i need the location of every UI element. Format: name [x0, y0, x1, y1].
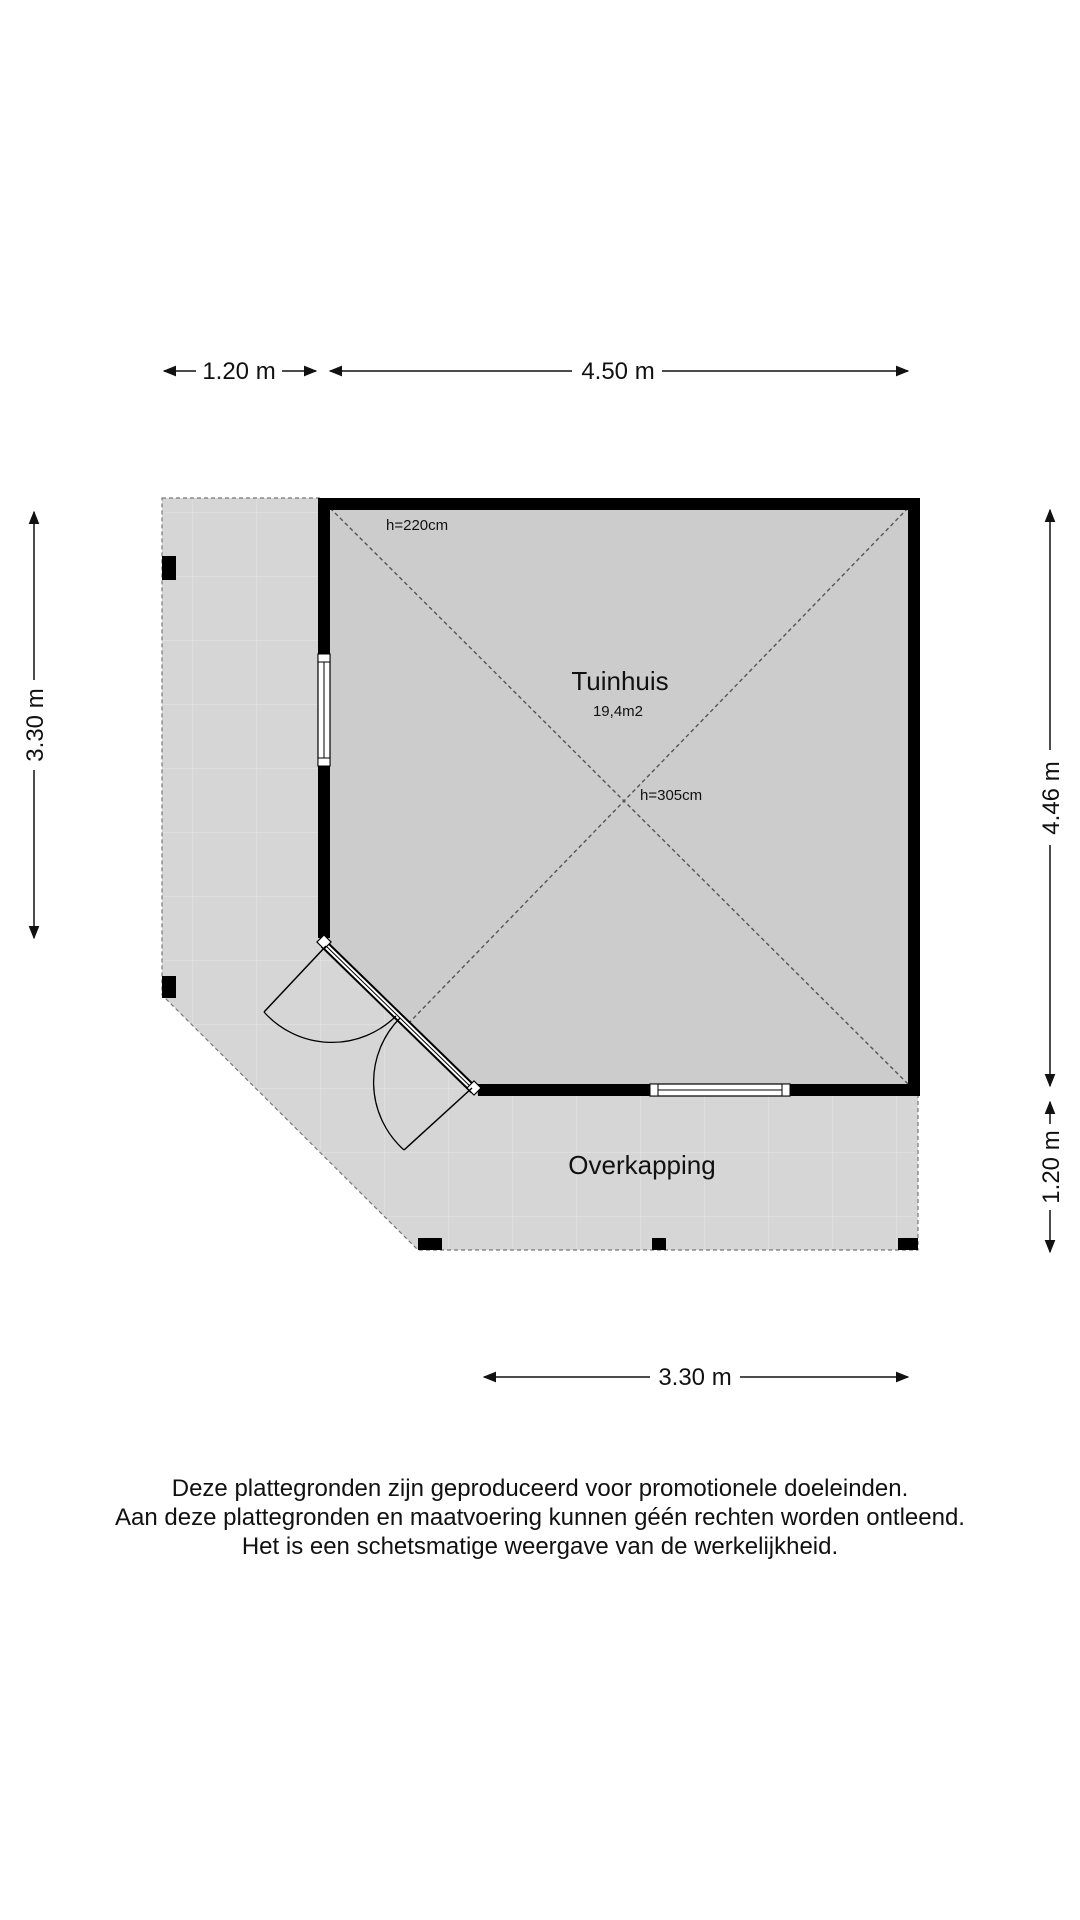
dimension-label: 1.20 m: [202, 358, 276, 385]
dimension-label: 3.30 m: [658, 1364, 732, 1391]
dimension-right-main: [1038, 510, 1065, 1086]
room-name-overkapping: Overkapping: [568, 1150, 716, 1180]
disclaimer: [0, 1474, 1080, 1561]
room-name-tuinhuis: Tuinhuis: [571, 666, 669, 696]
dimension-label: 4.50 m: [581, 358, 655, 385]
height-label-center: h=305cm: [640, 787, 703, 804]
disclaimer-line: Aan deze plattegronden en maatvoering kunnen géén rechten worden ontleend.: [115, 1504, 965, 1531]
height-label-corner: h=220cm: [386, 517, 449, 534]
dimension-label: 1.20 m: [1038, 1130, 1065, 1204]
dimension-top-left: [164, 358, 316, 385]
window-left: [318, 654, 330, 766]
dimension-right-lower: [1038, 1102, 1065, 1252]
window-bottom: [650, 1084, 790, 1096]
dimension-bottom: [484, 1364, 908, 1391]
disclaimer-line: Het is een schetsmatige weergave van de werkelijkheid.: [241, 1533, 839, 1560]
dimension-left: [22, 512, 49, 938]
room-area-tuinhuis: 19,4m2: [592, 703, 644, 720]
disclaimer-line: Deze plattegronden zijn geproduceerd voor promotionele doeleinden.: [171, 1475, 909, 1502]
dimension-label: 3.30 m: [22, 688, 49, 762]
dimension-label: 4.46 m: [1038, 761, 1065, 835]
dimension-top-main: [330, 358, 908, 385]
